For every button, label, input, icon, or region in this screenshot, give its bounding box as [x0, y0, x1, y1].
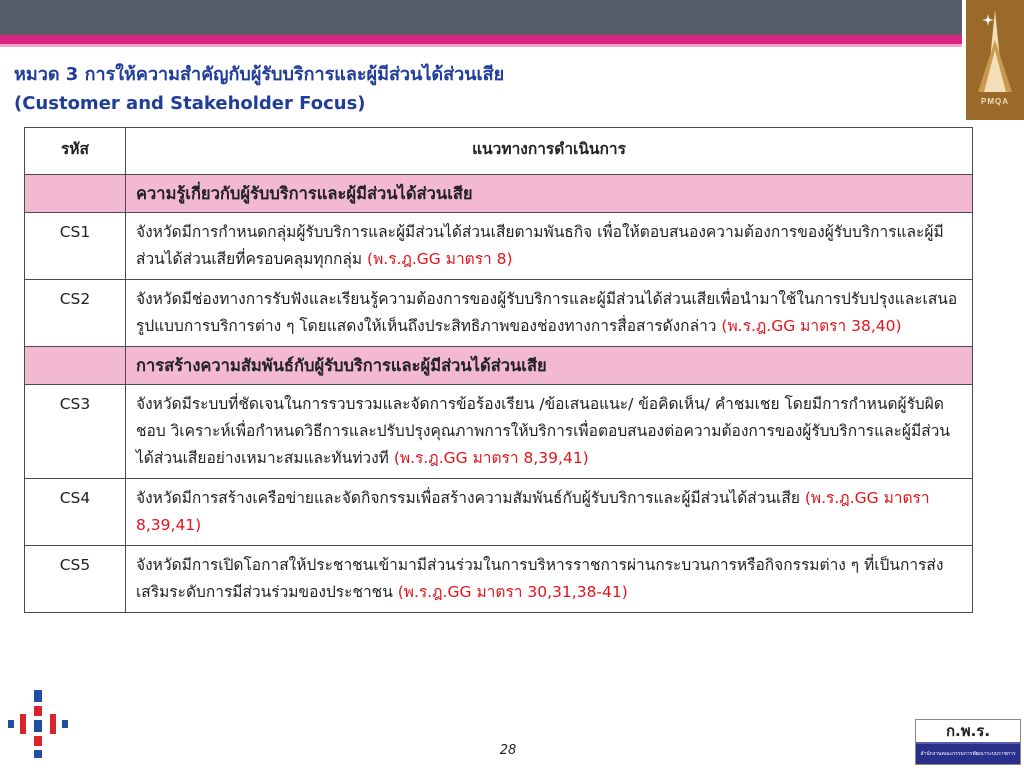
row-reference: (พ.ร.ฎ.GG มาตรา 38,40) [721, 317, 902, 335]
row-description: จังหวัดมีช่องทางการรับฟังและเรียนรู้ความต้องการของผู้รับบริการและผู้มีส่วนได้ส่วนเสียเพื่อนำมาใช้ในการปรับปรุงและเสนอรูปแบบการบริการต่าง ๆ โดยแสดงให้เห็นถึงประสิทธิภาพของช่องทางการสื่อสารดังกล่าว [136, 290, 958, 335]
row-code: CS1 [25, 213, 126, 280]
ocsc-logo [915, 719, 1021, 765]
section-title-relationship: การสร้างความสัมพันธ์กับผู้รับบริการและผู้มีส่วนได้ส่วนเสีย [126, 347, 973, 385]
section-title-knowledge: ความรู้เกี่ยวกับผู้รับบริการและผู้มีส่วนได้ส่วนเสีย [126, 175, 973, 213]
section-row [25, 347, 973, 385]
row-code: CS5 [25, 546, 126, 613]
table-row [25, 479, 973, 546]
table-row [25, 385, 973, 479]
table-header-row [25, 128, 973, 175]
row-text [126, 280, 973, 347]
row-text [126, 546, 973, 613]
footer-logo [4, 688, 74, 764]
person-symbol-icon [4, 688, 74, 760]
row-code: CS3 [25, 385, 126, 479]
table-row [25, 546, 973, 613]
row-reference: (พ.ร.ฎ.GG มาตรา 30,31,38-41) [397, 583, 628, 601]
section-code-cell [25, 347, 126, 385]
row-reference: (พ.ร.ฎ.GG มาตรา 8,39,41) [136, 489, 930, 534]
row-description: จังหวัดมีการเปิดโอกาสให้ประชาชนเข้ามามีส่วนร่วมในการบริหารราชการผ่านกระบวนการหรือกิจกรรมต่าง ๆ ที่เป็นการส่งเสริมระดับการมีส่วนร่วมของประชาชน [136, 556, 944, 601]
top-bar [0, 0, 962, 35]
page-number: 28 [499, 743, 517, 758]
page-title [14, 60, 504, 118]
header-stripe-thin [0, 44, 962, 47]
row-description: จังหวัดมีระบบที่ชัดเจนในการรวบรวมและจัดการข้อร้องเรียน /ข้อเสนอแนะ/ ข้อคิดเห็น/ คำชมเชย โดยมีการกำหนดผู้รับผิดชอบ วิเคราะห์เพื่อกำหนดวิธีการและปรับปรุงคุณภาพการให้บริการเพื่อตอบสนองต่อความต้องการของผู้รับบริการและผู้มีส่วนได้ส่วนเสียอย่างเหมาะสมและทันท่วงที [136, 395, 950, 467]
row-reference: (พ.ร.ฎ.GG มาตรา 8,39,41) [393, 449, 589, 467]
row-text [126, 479, 973, 546]
guideline-table [24, 127, 973, 613]
ocsc-logo-subtitle: สำนักงานคณะกรรมการพัฒนาระบบราชการ [916, 744, 1020, 764]
table-row [25, 213, 973, 280]
row-description: จังหวัดมีการสร้างเครือข่ายและจัดกิจกรรมเพื่อสร้างความสัมพันธ์กับผู้รับบริการและผู้มีส่วนได้ส่วนเสีย [136, 489, 800, 507]
row-text [126, 385, 973, 479]
header-stripe [0, 35, 962, 44]
row-text [126, 213, 973, 280]
header-code: รหัส [25, 128, 126, 175]
row-description: จังหวัดมีการกำหนดกลุ่มผู้รับบริการและผู้มีส่วนได้ส่วนเสียตามพันธกิจ เพื่อให้ตอบสนองความต้องการของผู้รับบริการและผู้มีส่วนได้ส่วนเสียที่ครอบคลุมทุกกลุ่ม [136, 223, 944, 268]
section-code-cell [25, 175, 126, 213]
pmqa-logo-text: PMQA [981, 97, 1009, 106]
row-code: CS4 [25, 479, 126, 546]
section-row [25, 175, 973, 213]
ocsc-logo-label: ก.พ.ร. [916, 720, 1020, 744]
table-row [25, 280, 973, 347]
row-code: CS2 [25, 280, 126, 347]
title-line-english: (Customer and Stakeholder Focus) [14, 93, 366, 114]
row-reference: (พ.ร.ฎ.GG มาตรา 8) [367, 250, 513, 268]
title-line-thai: หมวด 3 การให้ความสำคัญกับผู้รับบริการและผู้มีส่วนได้ส่วนเสีย [14, 64, 505, 85]
header-guideline: แนวทางการดำเนินการ [126, 128, 973, 175]
